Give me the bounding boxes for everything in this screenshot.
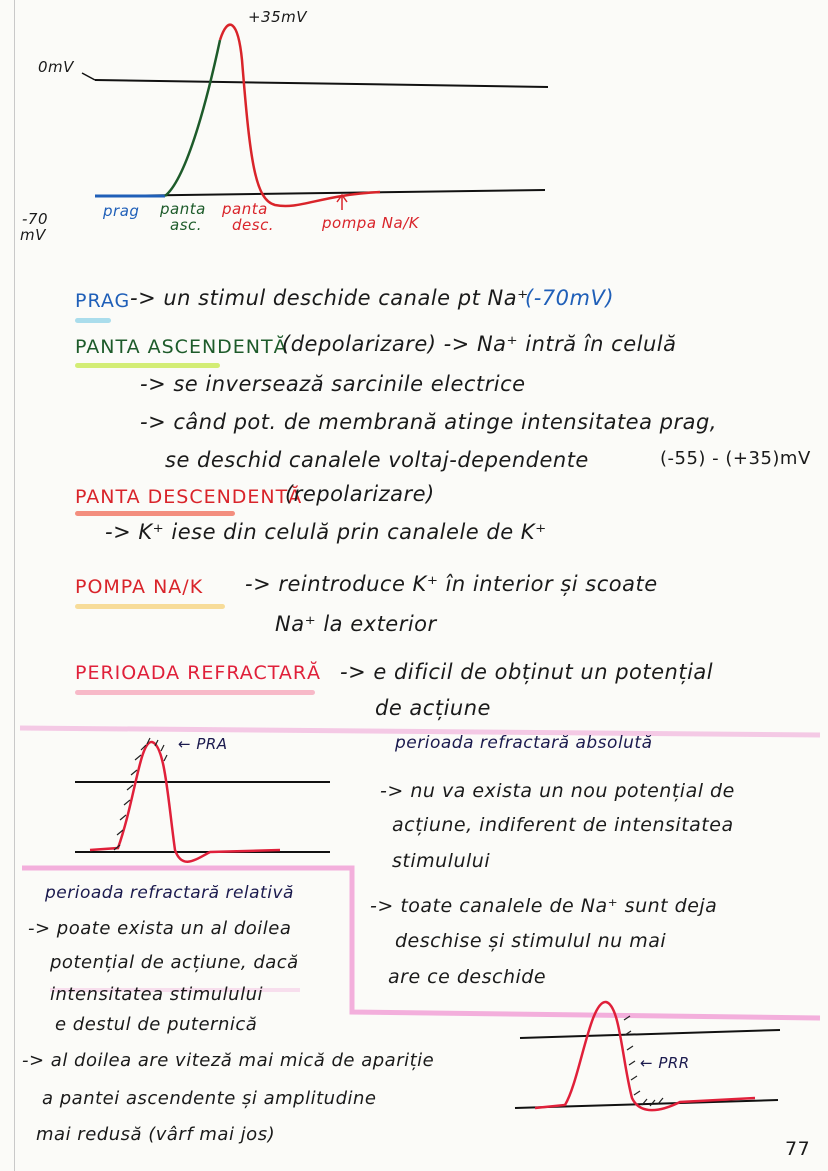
relative-b1-l1: -> poate exista un al doilea — [28, 918, 292, 939]
curve-asc — [165, 40, 220, 196]
zero-label: 0mV — [38, 58, 74, 76]
panta-desc-label-2: desc. — [232, 216, 275, 234]
panta-desc-term: PANTA DESCENDENTĂ — [75, 486, 303, 508]
pompa-label: pompa Na/K — [322, 214, 420, 232]
relative-b1-l2: potențial de acțiune, dacă — [50, 952, 299, 973]
pra-diagram — [75, 738, 330, 862]
rest-line — [110, 190, 545, 196]
prag-term: PRAG — [75, 290, 131, 312]
panta-desc-highlight — [75, 511, 235, 516]
panta-desc-text: (repolarizare) — [285, 482, 435, 506]
page-number: 77 — [785, 1138, 811, 1160]
panta-asc-bullet-1: -> se inversează sarcinile electrice — [140, 372, 526, 396]
absolute-b2-l2: deschise și stimulul nu mai — [395, 930, 667, 952]
panta-asc-bullet-2: -> când pot. de membrană atinge intensitatea prag, — [140, 410, 717, 434]
relative-b1-l4: e destul de puternică — [55, 1014, 258, 1035]
arrow-zero — [82, 73, 95, 80]
pompa-term: POMPA NA/K — [75, 576, 204, 598]
relative-b1-l3: intensitatea stimulului — [50, 984, 263, 1005]
rest-unit: mV — [20, 226, 46, 244]
perioada-text-2: de acțiune — [375, 696, 491, 720]
panta-asc-bullet-2b: se deschid canalele voltaj-dependente — [165, 448, 589, 472]
pompa-highlight — [75, 604, 225, 609]
perioada-highlight — [75, 690, 315, 695]
relative-b2-l2: a pantei ascendente și amplitudine — [42, 1088, 377, 1109]
rest-label: -70 — [22, 210, 48, 228]
prr-label: ← PRR — [640, 1054, 690, 1072]
prag-label: prag — [103, 202, 140, 220]
absolute-b1-l2: acțiune, indiferent de intensitatea — [392, 814, 734, 836]
pompa-text-2: Na⁺ la exterior — [275, 612, 437, 636]
panta-asc-label: panta — [160, 200, 206, 218]
panta-desc-label: panta — [222, 200, 268, 218]
panta-asc-label-2: asc. — [170, 216, 203, 234]
relative-b2-l3: mai redusă (vârf mai jos) — [36, 1124, 276, 1145]
panta-asc-term: PANTA ASCENDENTĂ — [75, 336, 288, 358]
panta-asc-value: (-55) - (+35)mV — [660, 448, 811, 469]
prag-value: (-70mV) — [525, 286, 615, 310]
absolute-heading: perioada refractară absolută — [395, 733, 653, 753]
relative-b2-l1: -> al doilea are viteză mai mică de apariție — [22, 1050, 435, 1071]
panta-asc-highlight — [75, 363, 220, 368]
relative-heading: perioada refractară relativă — [45, 883, 294, 903]
absolute-b1-l3: stimulului — [392, 850, 491, 872]
panta-desc-bullet: -> K⁺ iese din celulă prin canalele de K⁺ — [105, 520, 547, 544]
prag-text: -> un stimul deschide canale pt Na⁺ — [130, 286, 529, 310]
pompa-text-1: -> reintroduce K⁺ în interior și scoate — [245, 572, 658, 596]
absolute-b2-l1: -> toate canalele de Na⁺ sunt deja — [370, 895, 718, 917]
zero-mv-line — [95, 80, 548, 87]
pra-label: ← PRA — [178, 735, 228, 753]
absolute-b1-l1: -> nu va exista un nou potențial de — [380, 780, 735, 802]
action-potential-diagram — [82, 25, 548, 210]
perioada-term: PERIOADA REFRACTARĂ — [75, 662, 322, 684]
panta-asc-text: (depolarizare) -> Na⁺ intră în celulă — [282, 332, 677, 356]
curve-desc — [220, 25, 380, 206]
prag-highlight — [75, 318, 111, 323]
peak-label: +35mV — [248, 8, 308, 26]
perioada-text-1: -> e dificil de obținut un potențial — [340, 660, 714, 684]
absolute-b2-l3: are ce deschide — [388, 966, 547, 988]
